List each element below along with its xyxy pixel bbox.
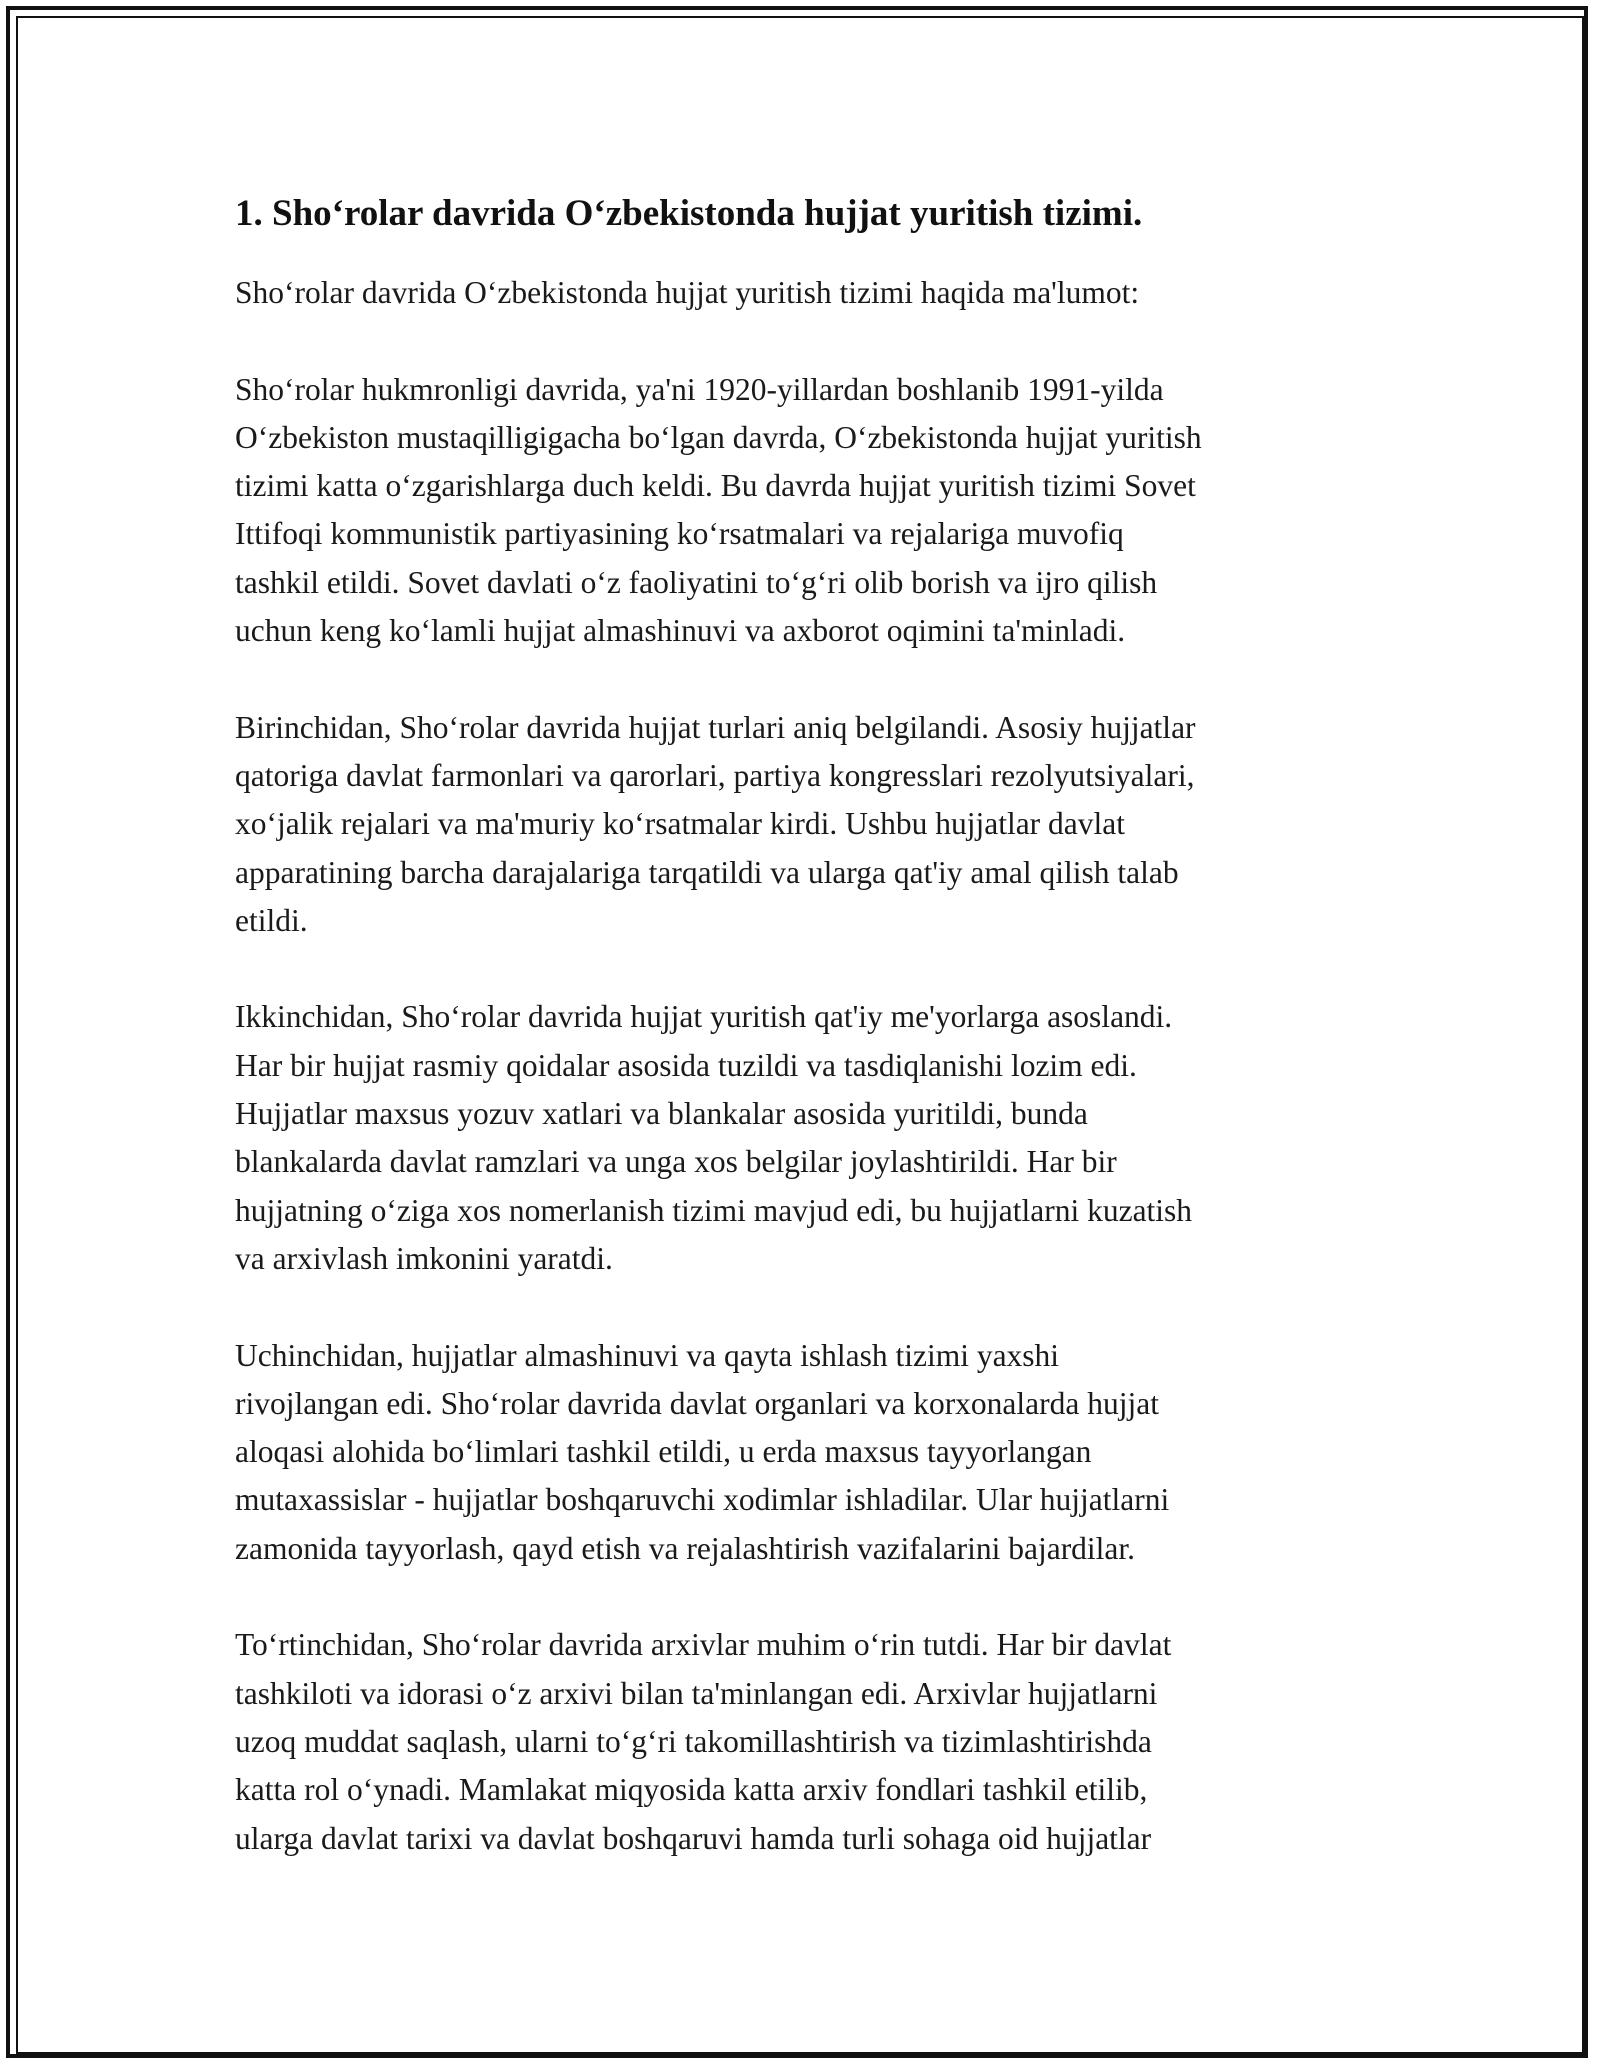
text-line: uzoq muddat saqlash, ularni to‘g‘ri takomillashtirish va tizimlashtirishda [235,1723,1152,1759]
text-line: tashkil etildi. Sovet davlati o‘z faoliyatini to‘g‘ri olib borish va ijro qilish [235,564,1158,600]
paragraph-fourth [235,1621,1365,1862]
paragraph-third [235,1332,1365,1573]
paragraph-second [235,993,1365,1283]
paragraph-first [235,704,1365,945]
paragraph-gap [235,1573,1365,1621]
text-line: Har bir hujjat rasmiy qoidalar asosida tuzildi va tasdiqlanishi lozim edi. [235,1047,1137,1083]
text-line: hujjatning o‘ziga xos nomerlanish tizimi mavjud edi, bu hujjatlarni kuzatish [235,1192,1193,1228]
text-line: Ikkinchidan, Sho‘rolar davrida hujjat yuritish qat'iy me'yorlarga asoslandi. [235,999,1173,1035]
text-line: O‘zbekiston mustaqilligigacha bo‘lgan davrda, O‘zbekistonda hujjat yuritish [235,419,1202,455]
section-heading: 1. Sho‘rolar davrida O‘zbekistonda hujjat yuritish tizimi. [235,193,1143,234]
text-line: uchun keng ko‘lamli hujjat almashinuvi va axborot oqimini ta'minladi. [235,613,1126,649]
text-line: mutaxassislar - hujjatlar boshqaruvchi xodimlar ishladilar. Ular hujjatlarni [235,1482,1170,1518]
text-line: apparatining barcha darajalariga tarqatildi va ularga qat'iy amal qilish talab [235,854,1179,890]
paragraph-overview [235,366,1365,656]
text-line: xo‘jalik rejalari va ma'muriy ko‘rsatmalar kirdi. Ushbu hujjatlar davlat [235,806,1126,842]
paragraph-gap [235,1283,1365,1331]
text-line: qatoriga davlat farmonlari va qarorlari, partiya kongresslari rezolyutsiyalari, [235,757,1195,793]
text-line: Uchinchidan, hujjatlar almashinuvi va qayta ishlash tizimi yaxshi [235,1337,1060,1373]
text-line: blankalarda davlat ramzlari va unga xos belgilar joylashtirildi. Har bir [235,1144,1117,1180]
text-line: katta rol o‘ynadi. Mamlakat miqyosida katta arxiv fondlari tashkil etilib, [235,1772,1148,1808]
paragraph-gap [235,655,1365,703]
text-line: zamonida tayyorlash, qayd etish va rejalashtirish vazifalarini bajardilar. [235,1530,1136,1566]
paragraph-intro [235,269,1365,317]
text-line: Hujjatlar maxsus yozuv xatlari va blankalar asosida yuritildi, bunda [235,1096,1088,1132]
document-body [235,185,1365,1863]
paragraph-gap [235,945,1365,993]
paragraph-gap [235,317,1365,365]
text-line: Birinchidan, Sho‘rolar davrida hujjat turlari aniq belgilandi. Asosiy hujjatlar [235,709,1196,745]
text-line: tashkiloti va idorasi o‘z arxivi bilan ta'minlangan edi. Arxivlar hujjatlarni [235,1675,1158,1711]
text-line: tizimi katta o‘zgarishlarga duch keldi. Bu davrda hujjat yuritish tizimi Sovet [235,468,1196,504]
text-line: aloqasi alohida bo‘limlari tashkil etildi, u erda maxsus tayyorlangan [235,1434,1092,1470]
text-line: Ittifoqi kommunistik partiyasining ko‘rsatmalari va rejalariga muvofiq [235,516,1124,552]
text-line: ularga davlat tarixi va davlat boshqaruvi hamda turli sohaga oid hujjatlar [235,1820,1152,1856]
text-line: rivojlangan edi. Sho‘rolar davrida davlat organlari va korxonalarda hujjat [235,1385,1159,1421]
text-line: etildi. [235,902,308,938]
text-line: Sho‘rolar davrida O‘zbekistonda hujjat yuritish tizimi haqida ma'lumot: [235,275,1140,310]
text-line: To‘rtinchidan, Sho‘rolar davrida arxivlar muhim o‘rin tutdi. Har bir davlat [235,1627,1172,1663]
text-line: va arxivlash imkonini yaratdi. [235,1240,613,1276]
text-line: Sho‘rolar hukmronligi davrida, ya'ni 1920-yillardan boshlanib 1991-yilda [235,371,1164,407]
